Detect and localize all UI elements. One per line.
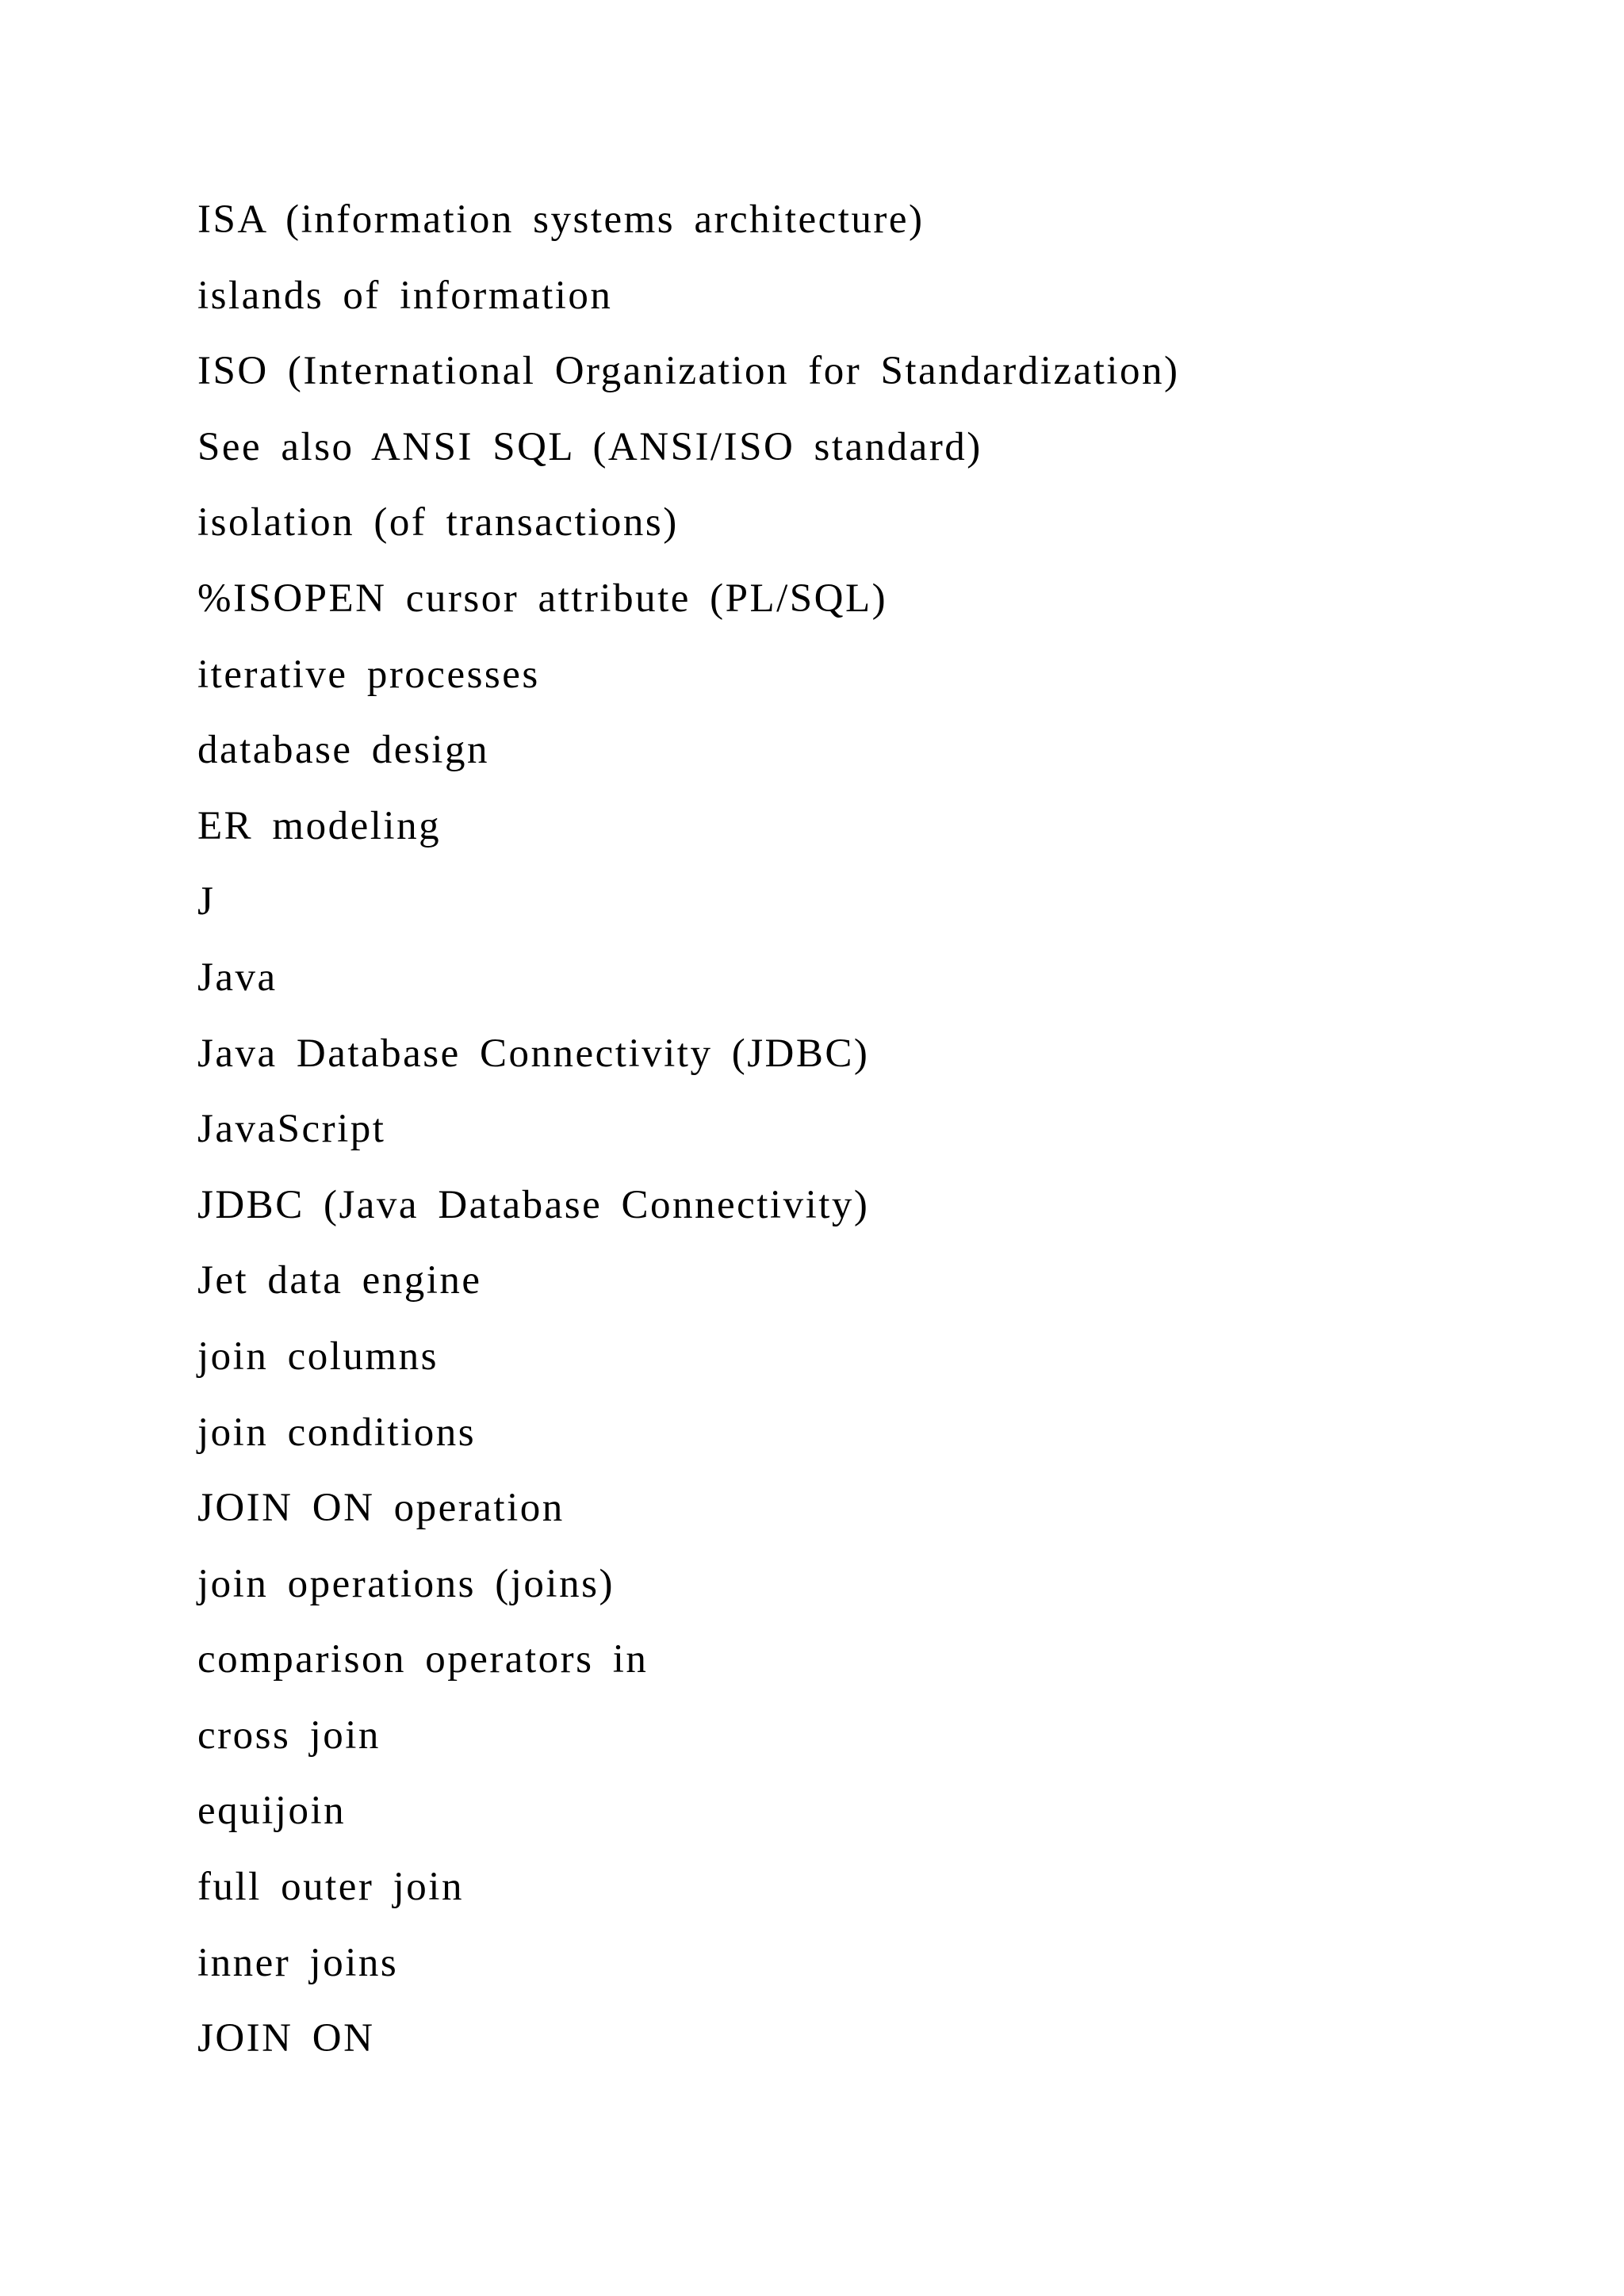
index-entry: islands of information xyxy=(197,273,613,318)
index-entry: JOIN ON operation xyxy=(197,1486,565,1531)
index-entry: comparison operators in xyxy=(197,1637,649,1682)
index-entry: See also ANSI SQL (ANSI/ISO standard) xyxy=(197,424,982,469)
index-entry: join conditions xyxy=(197,1410,477,1455)
index-letter-heading: J xyxy=(197,879,216,924)
index-entry: equijoin xyxy=(197,1789,347,1834)
index-entry: Java xyxy=(197,955,278,1000)
index-entry: iterative processes xyxy=(197,652,540,697)
index-entry: join operations (joins) xyxy=(197,1561,615,1606)
index-entry: inner joins xyxy=(197,1940,399,1985)
index-entry: full outer join xyxy=(197,1865,464,1910)
index-entry: database design xyxy=(197,728,489,773)
index-entry: ISA (information systems architecture) xyxy=(197,197,925,242)
index-entry: cross join xyxy=(197,1712,381,1758)
index-entry: JavaScript xyxy=(197,1107,386,1152)
index-entry: Java Database Connectivity (JDBC) xyxy=(197,1031,870,1076)
index-entry: ISO (International Organization for Standardization) xyxy=(197,349,1180,394)
index-entry: Jet data engine xyxy=(197,1258,482,1303)
index-list xyxy=(197,190,1180,2085)
index-entry: join columns xyxy=(197,1334,439,1379)
index-entry: %ISOPEN cursor attribute (PL/SQL) xyxy=(197,576,888,621)
index-entry: JOIN ON xyxy=(197,2016,375,2061)
index-entry: ER modeling xyxy=(197,803,442,848)
index-entry: isolation (of transactions) xyxy=(197,500,679,545)
index-entry: JDBC (Java Database Connectivity) xyxy=(197,1182,870,1227)
